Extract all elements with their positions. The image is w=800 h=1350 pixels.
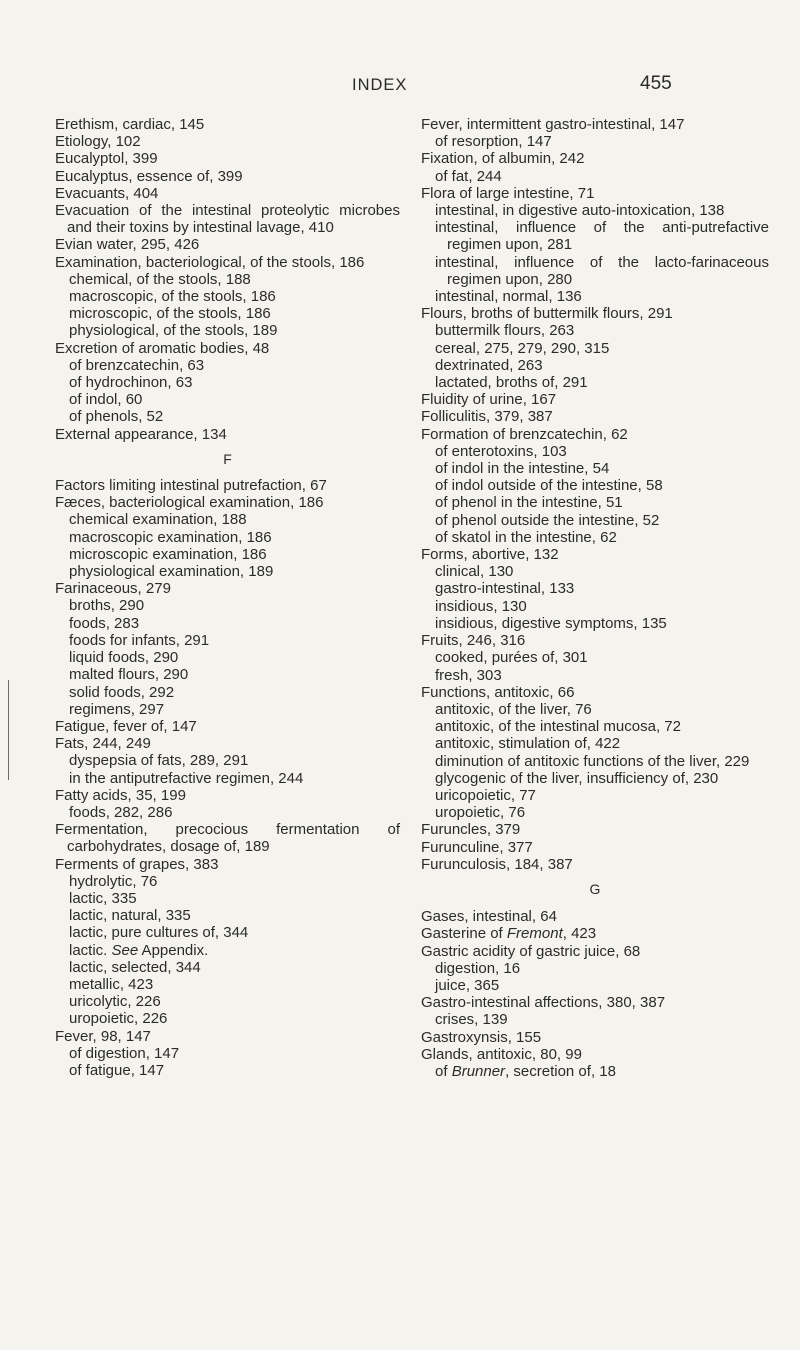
index-entry: Etiology, 102 — [55, 133, 141, 151]
index-entry: Gastric acidity of gastric juice, 68 — [421, 942, 641, 960]
index-subentry: antitoxic, stimulation of, 422 — [435, 735, 621, 753]
index-column-right — [421, 116, 769, 1080]
index-entry: Formation of brenzcatechin, 62 — [421, 425, 628, 443]
index-entry: Fixation, of albumin, 242 — [421, 150, 585, 168]
index-entry: Fluidity of urine, 167 — [421, 391, 557, 409]
index-subentry: juice, 365 — [435, 976, 500, 994]
index-entry: Glands, antitoxic, 80, 99 — [421, 1045, 582, 1063]
index-subentry: of indol outside of the intestine, 58 — [435, 477, 663, 495]
index-subentry: physiological examination, 189 — [69, 563, 274, 581]
index-subentry: of digestion, 147 — [69, 1044, 180, 1062]
index-entry: Gastro-intestinal affections, 380, 387 — [421, 994, 666, 1012]
index-subentry: macroscopic examination, 186 — [69, 528, 272, 546]
index-subentry: of Brunner, secretion of, 18 — [435, 1062, 616, 1080]
index-entry: Fatigue, fever of, 147 — [55, 717, 197, 735]
margin-mark — [8, 680, 9, 780]
index-subentry: lactic, pure cultures of, 344 — [69, 924, 249, 942]
index-subentry: of hydrochinon, 63 — [69, 374, 193, 392]
index-subentry: lactic, selected, 344 — [69, 958, 201, 976]
section-letter: G — [589, 880, 601, 897]
index-subentry: malted flours, 290 — [69, 666, 189, 684]
index-subentry: digestion, 16 — [435, 959, 521, 977]
index-entry: Furuncles, 379 — [421, 821, 521, 839]
index-subentry: diminution of antitoxic functions of the liver, 229 — [435, 752, 750, 770]
index-subentry: dextrinated, 263 — [435, 356, 543, 374]
index-subentry: metallic, 423 — [69, 975, 154, 993]
index-entry: Gastroxynsis, 155 — [421, 1028, 542, 1046]
index-subentry: cooked, purées of, 301 — [435, 649, 588, 667]
index-entry: Eucalyptus, essence of, 399 — [55, 167, 243, 185]
index-subentry: of phenol outside the intestine, 52 — [435, 511, 660, 529]
index-subentry: intestinal, in digestive auto-intoxication, 138 — [435, 202, 725, 220]
index-subentry: of fatigue, 147 — [69, 1061, 165, 1079]
index-subentry: microscopic, of the stools, 186 — [69, 305, 271, 323]
index-subentry: buttermilk flours, 263 — [435, 322, 575, 340]
index-entry: Fats, 244, 249 — [55, 735, 151, 753]
index-subentry: foods for infants, 291 — [69, 631, 210, 649]
index-entry: Farinaceous, 279 — [55, 580, 171, 598]
index-subentry: uropoietic, 226 — [69, 1010, 168, 1028]
index-subentry: of phenol in the intestine, 51 — [435, 494, 623, 512]
index-subentry: intestinal, normal, 136 — [435, 288, 582, 306]
index-entry: Fermentation, precocious fermentation of carbohydrates, dosage of, 189 — [55, 821, 400, 856]
index-subentry: uricopoietic, 77 — [435, 786, 536, 804]
index-subentry: crises, 139 — [435, 1011, 508, 1029]
index-subentry: chemical, of the stools, 188 — [69, 270, 251, 288]
index-subentry: dyspepsia of fats, 289, 291 — [69, 752, 249, 770]
index-entry: Evacuants, 404 — [55, 184, 159, 202]
index-subentry: gastro-intestinal, 133 — [435, 580, 575, 598]
index-subentry: hydrolytic, 76 — [69, 872, 158, 890]
index-entry: Flora of large intestine, 71 — [421, 184, 595, 202]
running-title: INDEX — [352, 76, 408, 94]
index-subentry: uropoietic, 76 — [435, 804, 526, 822]
index-entry: External appearance, 134 — [55, 425, 227, 443]
index-entry: Forms, abortive, 132 — [421, 546, 559, 564]
index-entry: Ferments of grapes, 383 — [55, 855, 219, 873]
index-subentry: of brenzcatechin, 63 — [69, 356, 205, 374]
index-subentry: lactic, 335 — [69, 889, 137, 907]
index-subentry: of enterotoxins, 103 — [435, 442, 567, 460]
page-number: 455 — [640, 73, 672, 94]
index-column-left — [55, 116, 400, 1079]
index-entry: Fruits, 246, 316 — [421, 632, 526, 650]
index-entry: Fæces, bacteriological examination, 186 — [55, 494, 324, 512]
index-entry: Fever, intermittent gastro-intestinal, 147 — [421, 116, 685, 133]
index-subentry: intestinal, influence of the anti-putrefactive regimen upon, 281 — [435, 219, 769, 254]
index-entry: Furunculine, 377 — [421, 838, 533, 856]
index-entry: Fever, 98, 147 — [55, 1027, 151, 1045]
index-subentry: glycogenic of the liver, insufficiency of, 230 — [435, 769, 719, 787]
index-entry: Evacuation of the intestinal proteolytic microbes and their toxins by intestinal lavage, 410 — [55, 202, 400, 237]
index-subentry: regimens, 297 — [69, 700, 165, 718]
index-subentry: lactated, broths of, 291 — [435, 374, 588, 392]
index-subentry: foods, 282, 286 — [69, 803, 173, 821]
index-subentry: lactic, natural, 335 — [69, 907, 191, 925]
index-subentry: of skatol in the intestine, 62 — [435, 528, 617, 546]
index-subentry: solid foods, 292 — [69, 683, 175, 701]
index-subentry: clinical, 130 — [435, 563, 514, 581]
index-subentry: of indol, 60 — [69, 391, 143, 409]
index-subentry: insidious, digestive symptoms, 135 — [435, 614, 667, 632]
index-entry: Folliculitis, 379, 387 — [421, 408, 553, 426]
index-subentry: chemical examination, 188 — [69, 511, 247, 529]
index-entry: Furunculosis, 184, 387 — [421, 855, 573, 873]
index-entry: Erethism, cardiac, 145 — [55, 116, 205, 133]
index-subentry: cereal, 275, 279, 290, 315 — [435, 339, 610, 357]
index-subentry: of resorption, 147 — [435, 133, 552, 151]
index-subentry: microscopic examination, 186 — [69, 545, 267, 563]
index-entry: Gases, intestinal, 64 — [421, 908, 557, 926]
index-subentry: of phenols, 52 — [69, 408, 164, 426]
index-subentry: macroscopic, of the stools, 186 — [69, 288, 276, 306]
index-entry: Evian water, 295, 426 — [55, 236, 200, 254]
index-entry: Factors limiting intestinal putrefaction, 67 — [55, 477, 327, 495]
index-subentry: foods, 283 — [69, 614, 140, 632]
index-subentry: antitoxic, of the intestinal mucosa, 72 — [435, 718, 681, 736]
index-entry: Eucalyptol, 399 — [55, 150, 158, 168]
section-letter: F — [223, 450, 232, 467]
index-entry: Excretion of aromatic bodies, 48 — [55, 339, 270, 357]
index-subentry: broths, 290 — [69, 597, 145, 615]
index-entry: Functions, antitoxic, 66 — [421, 683, 575, 701]
index-entry: Flours, broths of buttermilk flours, 291 — [421, 305, 673, 323]
index-entry: Fatty acids, 35, 199 — [55, 786, 186, 804]
index-subentry: of indol in the intestine, 54 — [435, 460, 610, 478]
index-subentry: fresh, 303 — [435, 666, 502, 684]
index-subentry: lactic. See Appendix. — [69, 941, 209, 959]
index-subentry: intestinal, influence of the lacto-farinaceous regimen upon, 280 — [435, 253, 769, 288]
index-subentry: physiological, of the stools, 189 — [69, 322, 278, 340]
index-subentry: antitoxic, of the liver, 76 — [435, 700, 592, 718]
index-subentry: liquid foods, 290 — [69, 649, 179, 667]
index-entry: Gasterine of Fremont, 423 — [421, 925, 597, 943]
index-subentry: of fat, 244 — [435, 167, 502, 185]
index-entry: Examination, bacteriological, of the stools, 186 — [55, 253, 365, 271]
index-subentry: in the antiputrefactive regimen, 244 — [69, 769, 304, 787]
index-subentry: insidious, 130 — [435, 597, 527, 615]
index-subentry: uricolytic, 226 — [69, 993, 161, 1011]
